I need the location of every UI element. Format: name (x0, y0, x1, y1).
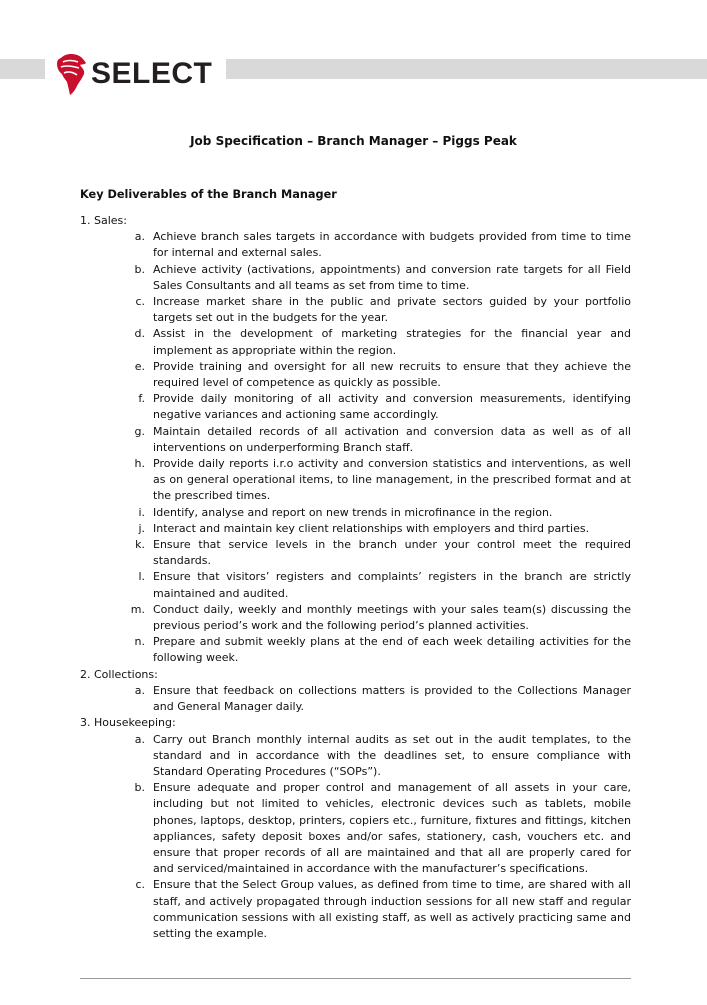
list-item-text: Ensure that feedback on collections matters is provided to the Collections Manager and General Manager daily. (153, 683, 631, 714)
document-body (80, 188, 631, 942)
list-item (80, 537, 631, 569)
list-item-letter: c. (135, 295, 145, 309)
list-item (80, 294, 631, 326)
list-item-letter: e. (134, 359, 145, 373)
list-item (80, 262, 631, 294)
list-item (80, 634, 631, 666)
africa-map-icon (55, 52, 89, 96)
list-item-letter: b. (134, 781, 145, 795)
list-item (80, 424, 631, 456)
list-item-letter: c. (135, 878, 145, 892)
list-item (80, 326, 631, 358)
list-item-text: Achieve branch sales targets in accordance with budgets provided from time to time for internal and external sales. (153, 230, 631, 260)
list-item-letter: i. (138, 505, 145, 519)
list-item (80, 505, 631, 521)
list-item (80, 602, 631, 634)
list-item-letter: h. (134, 457, 145, 471)
list-item-letter: f. (138, 392, 145, 406)
list-item-letter: l. (138, 570, 145, 584)
list-item-text: Ensure that the Select Group values, as defined from time to time, are shared with all staff, and actively propagated through induction sessions for all new staff and regular communication sessions with all existing staff, as well as actively practicing same and setting the example. (153, 878, 631, 940)
list-item-text: Ensure that visitors’ registers and complaints’ registers in the branch are strictly maintained and audited. (153, 570, 631, 600)
list-item-text: Maintain detailed records of all activation and conversion data as well as of all interventions on underperforming Branch staff. (153, 424, 631, 454)
list-item-text: Increase market share in the public and private sectors guided by your portfolio targets set out in the budgets for the year. (153, 295, 631, 325)
logo-wordmark: SELECT (91, 57, 213, 90)
header-band-right (226, 59, 707, 79)
list-item-letter: g. (134, 424, 145, 438)
select-logo (55, 52, 212, 96)
list-item (80, 877, 631, 942)
list-item (80, 456, 631, 505)
list-item-text: Prepare and submit weekly plans at the end of each week detailing activities for the following week. (153, 635, 631, 665)
list-item-text: Achieve activity (activations, appointments) and conversion rate targets for all Field Sales Consultants and all teams as set from time to time. (153, 262, 631, 292)
header-band-left (0, 59, 45, 79)
section-label: 2. Collections: (80, 667, 158, 681)
list-item-letter: j. (138, 521, 145, 535)
list-item-text: Identify, analyse and report on new trends in microfinance in the region. (153, 505, 553, 519)
list-item (80, 732, 631, 781)
document-title: Job Specification – Branch Manager – Piggs Peak (190, 134, 517, 148)
section-label: 1. Sales: (80, 214, 127, 227)
list-item (80, 359, 631, 391)
list-item-text: Interact and maintain key client relationships with employers and third parties. (153, 521, 590, 535)
section-heading: Key Deliverables of the Branch Manager (80, 188, 337, 201)
list-item-text: Conduct daily, weekly and monthly meetings with your sales team(s) discussing the previous period’s work and the following period’s planned activities. (153, 602, 631, 633)
list-item-letter: n. (134, 635, 145, 649)
list-item-letter: a. (134, 230, 145, 244)
list-item-letter: k. (135, 538, 145, 552)
list-item-text: Assist in the development of marketing strategies for the financial year and implement as appropriate within the region. (153, 327, 631, 357)
deliverables-list (80, 213, 631, 942)
list-item (80, 569, 631, 601)
list-item (80, 780, 631, 877)
list-item-text: Carry out Branch monthly internal audits as set out in the audit templates, to the standard and in accordance with the deadlines set, to ensure compliance with Standard Operating Procedures (“SOPs”). (153, 732, 631, 778)
list-item-letter: d. (134, 327, 145, 341)
list-item-letter: b. (134, 262, 145, 276)
list-item-text: Provide daily reports i.r.o activity and conversion statistics and interventions, as well as on general operational items, to line management, in the prescribed format and at the prescribed times. (153, 457, 631, 503)
list-item-text: Provide daily monitoring of all activity and conversion measurements, identifying negative variances and actioning same accordingly. (153, 392, 631, 422)
list-item (80, 391, 631, 423)
list-item-text: Ensure adequate and proper control and management of all assets in your care, including but not limited to vehicles, electronic devices such as tablets, mobile phones, laptops, desktop, printers, copiers etc., furniture, fixtures and fittings, kitchen appliances, safety deposit boxes and/or safes, stationery, cash, vouchers etc. and ensure that proper records of all are maintained and that all are properly cared for and serviced/maintained in accordance with the manufacturer’s specifications. (153, 781, 631, 876)
list-item-text: Provide training and oversight for all new recruits to ensure that they achieve the required level of competence as quickly as possible. (153, 359, 631, 390)
footer-divider (80, 978, 631, 979)
list-item (80, 229, 631, 261)
list-item-letter: a. (134, 732, 145, 746)
list-item-letter: a. (134, 683, 145, 697)
section-label: 3. Housekeeping: (80, 716, 176, 730)
list-item (80, 683, 631, 715)
list-item-text: Ensure that service levels in the branch under your control meet the required standards. (153, 538, 631, 568)
list-item (80, 521, 631, 537)
list-item-letter: m. (130, 602, 145, 616)
